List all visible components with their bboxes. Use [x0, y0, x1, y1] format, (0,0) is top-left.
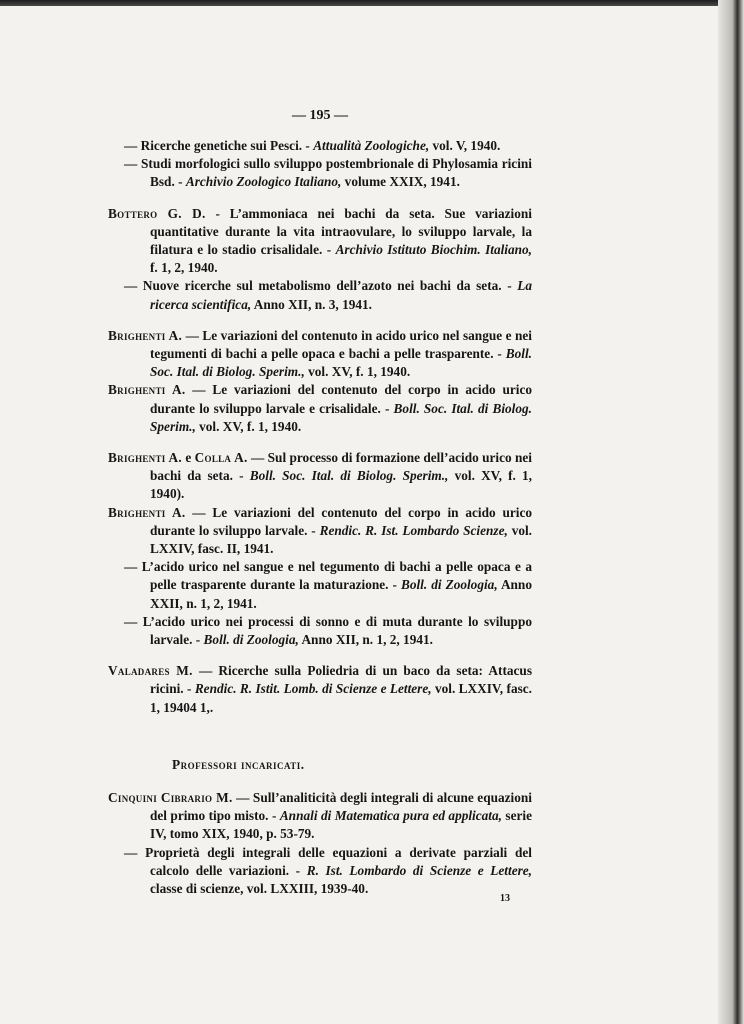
printer-signature: 13 — [500, 893, 510, 904]
bib-entry: — Nuove ricerche sul metabolismo dell’azoto nei bachi da seta. - La ricerca scientifica, Anno XII, n. 3, 1941. — [124, 278, 532, 312]
bib-entry: Brighenti A. — Le variazioni del contenuto in acido urico nel sangue e nei tegumenti di bachi a pelle opaca e bachi a pelle trasparente. - Boll. Soc. Ital. di Biolog. Sperim., vol. XV, f. 1, 1940. — [108, 327, 532, 380]
book-page — [108, 0, 532, 1024]
scan-right-edge — [718, 0, 744, 1024]
section-title: Professori incaricati. — [172, 756, 305, 772]
bib-entry: — Ricerche genetiche sui Pesci. - Attualità Zoologiche, vol. V, 1940. — [124, 138, 501, 153]
author-name: Brighenti A. — [108, 327, 183, 343]
bib-entry: Valadares M. — Ricerche sulla Poliedria di un baco da seta: Attacus ricini. - Rendic. R. Istit. Lomb. di Scienze e Lettere, vol. LXXIV, fasc. 1, 19404 1,. — [108, 663, 532, 715]
author-name: Brighenti A. — [108, 504, 186, 520]
bib-entry: Bottero G. D. - L’ammoniaca nei bachi da seta. Sue variazioni quantitative durante la vita intraovulare, lo sviluppo larvale, la filatura e lo stadio crisalidale. - Archivio Istituto Biochim. Italiano, f. 1, 2, 1940. — [108, 205, 532, 276]
bib-entry: — L’acido urico nel sangue e nel tegumento di bachi a pelle opaca e a pelle trasparente durante la maturazione. - Boll. di Zoologia, Anno XXII, n. 1, 2, 1941. — [124, 559, 532, 611]
author-name: Brighenti A. — [108, 450, 183, 466]
author-name: Valadares M. — [108, 663, 193, 679]
page-number: — 195 — — [292, 108, 348, 123]
bib-entry: Brighenti A. e Colla A. — Sul processo di formazione dell’acido urico nei bachi da seta. - Boll. Soc. Ital. di Biolog. Sperim., vol. XV, f. 1, 1940). — [108, 450, 532, 502]
bib-entry: Brighenti A. — Le variazioni del contenuto del corpo in acido urico durante lo sviluppo larvale. - Rendic. R. Ist. Lombardo Scienze, vol. LXXIV, fasc. II, 1941. — [108, 504, 533, 557]
bib-entry: Brighenti A. — Le variazioni del contenuto del corpo in acido urico durante lo sviluppo larvale e crisalidale. - Boll. Soc. Ital. di Biolog. Sperim., vol. XV, f. 1, 1940. — [108, 382, 532, 434]
author-name: Brighenti A. — [108, 382, 186, 398]
author-name: Colla A. — [194, 450, 248, 466]
bibliography — [108, 137, 532, 898]
bib-entry: — L’acido urico nei processi di sonno e di muta durante lo sviluppo larvale. - Boll. di Zoologia, Anno XII, n. 1, 2, 1941. — [124, 613, 532, 648]
bib-entry: — Studi morfologici sullo sviluppo postembrionale di Phylosamia ricini Bsd. - Archivio Zoologico Italiano, volume XXIX, 1941. — [124, 156, 532, 190]
bib-entry: Cinquini Cibrario M. — Sull’analiticità degli integrali di alcune equazioni del primo tipo misto. - Annali di Matematica pura ed applicata, serie IV, tomo XIX, 1940, p. 53-79. — [108, 789, 532, 842]
bib-entry: — Proprietà degli integrali delle equazioni a derivate parziali del calcolo delle variazioni. - R. Ist. Lombardo di Scienze e Lettere, classe di scienze, vol. LXXIII, 1939-40. — [124, 844, 532, 896]
author-name: Bottero G. D. — [108, 205, 206, 221]
author-name: Cinquini Cibrario M. — [108, 789, 233, 805]
